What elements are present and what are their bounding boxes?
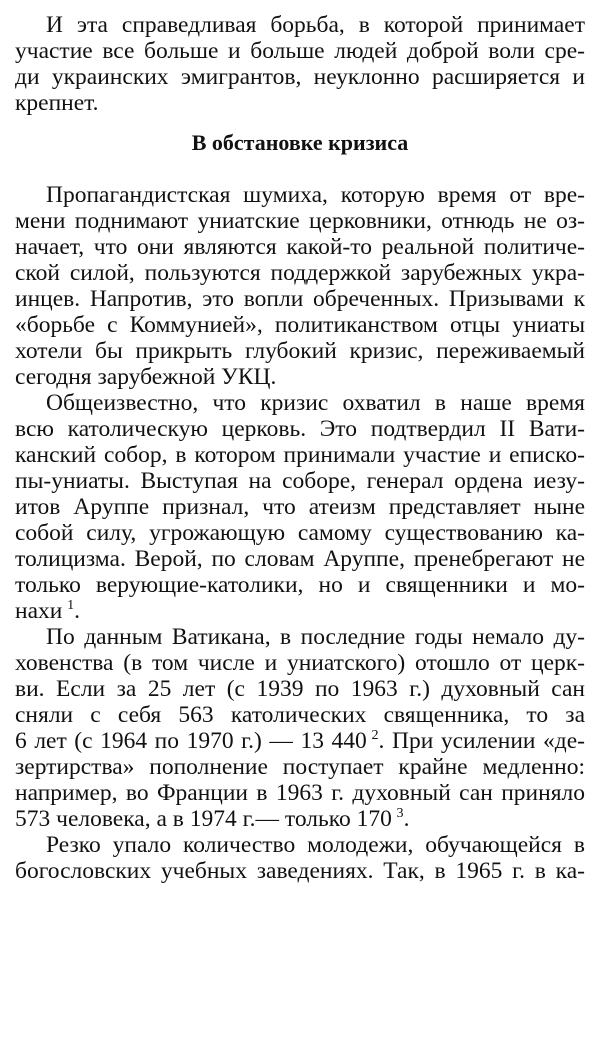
text-fragment: . bbox=[403, 806, 410, 832]
text-line bbox=[15, 598, 585, 624]
text-line: И эта справедливая борьба, в которой принимает bbox=[46, 12, 585, 38]
text-fragment: 573 человека, а в 1974 г.— только 170 bbox=[15, 806, 392, 832]
text-fragment: 6 лет (с 1964 по 1970 г.) — 13 440 bbox=[15, 728, 367, 754]
text-line: хотели бы прикрыть глубокий кризис, переживаемый bbox=[15, 338, 585, 364]
text-line: инцев. Напротив, это вопли обреченных. Призывами к bbox=[15, 286, 585, 312]
text-line: Общеизвестно, что кризис охватил в наше время bbox=[46, 390, 585, 416]
text-line: итов Аруппе признал, что атеизм представляет ныне bbox=[15, 494, 585, 520]
text-line: богословских учебных заведениях. Так, в 1965 г. в ка- bbox=[15, 858, 585, 884]
text-line: только верующие-католики, но и священники и мо- bbox=[15, 572, 585, 598]
text-line: толицизма. Верой, по словам Аруппе, пренебрегают не bbox=[15, 546, 585, 572]
footnote-ref[interactable]: 1 bbox=[67, 597, 75, 614]
text-line: например, во Франции в 1963 г. духовный сан приняло bbox=[15, 780, 585, 806]
text-line bbox=[15, 806, 585, 832]
text-line: пы-униаты. Выступая на соборе, генерал ордена иезу- bbox=[15, 468, 585, 494]
text-line: ви. Если за 25 лет (с 1939 по 1963 г.) духовный сан bbox=[15, 676, 585, 702]
text-line: всю католическую церковь. Это подтвердил II Вати- bbox=[15, 416, 585, 442]
text-line: крепнет. bbox=[15, 90, 99, 116]
text-fragment: . bbox=[74, 598, 80, 624]
text-line: сегодня зарубежной УКЦ. bbox=[15, 364, 277, 390]
text-line: зертирства» пополнение поступает крайне медленно: bbox=[15, 754, 585, 780]
text-line: Пропагандистская шумиха, которую время от вре- bbox=[46, 182, 585, 208]
text-line: начает, что они являются какой-то реальной политиче- bbox=[15, 234, 585, 260]
text-line: сняли с себя 563 католических священника, то за bbox=[15, 702, 585, 728]
footnote-ref[interactable]: 2 bbox=[371, 727, 379, 744]
text-fragment: нахи bbox=[15, 598, 63, 624]
text-line: По данным Ватикана, в последние годы немало ду- bbox=[46, 624, 585, 650]
text-line: «борьбе с Коммунией», политиканством отцы униаты bbox=[15, 312, 585, 338]
text-line: ди украинских эмигрантов, неуклонно расширяется и bbox=[15, 64, 585, 90]
text-line: ской силой, пользуются поддержкой зарубежных укра- bbox=[15, 260, 585, 286]
text-line bbox=[15, 728, 585, 754]
text-line: ховенства (в том числе и униатского) отошло от церк- bbox=[15, 650, 585, 676]
section-heading: В обстановке кризиса bbox=[191, 130, 409, 155]
text-line: Резко упало количество молодежи, обучающейся в bbox=[46, 832, 585, 858]
text-line: участие все больше и больше людей доброй воли сре- bbox=[15, 38, 585, 64]
text-line: собой силу, угрожающую самому существованию ка- bbox=[15, 520, 585, 546]
text-line: канский собор, в котором принимали участие и еписко- bbox=[15, 442, 585, 468]
text-fragment: . При усилении «де- bbox=[378, 728, 585, 754]
text-line: мени поднимают униатские церковники, отнюдь не оз- bbox=[15, 208, 585, 234]
footnote-ref[interactable]: 3 bbox=[396, 805, 404, 822]
